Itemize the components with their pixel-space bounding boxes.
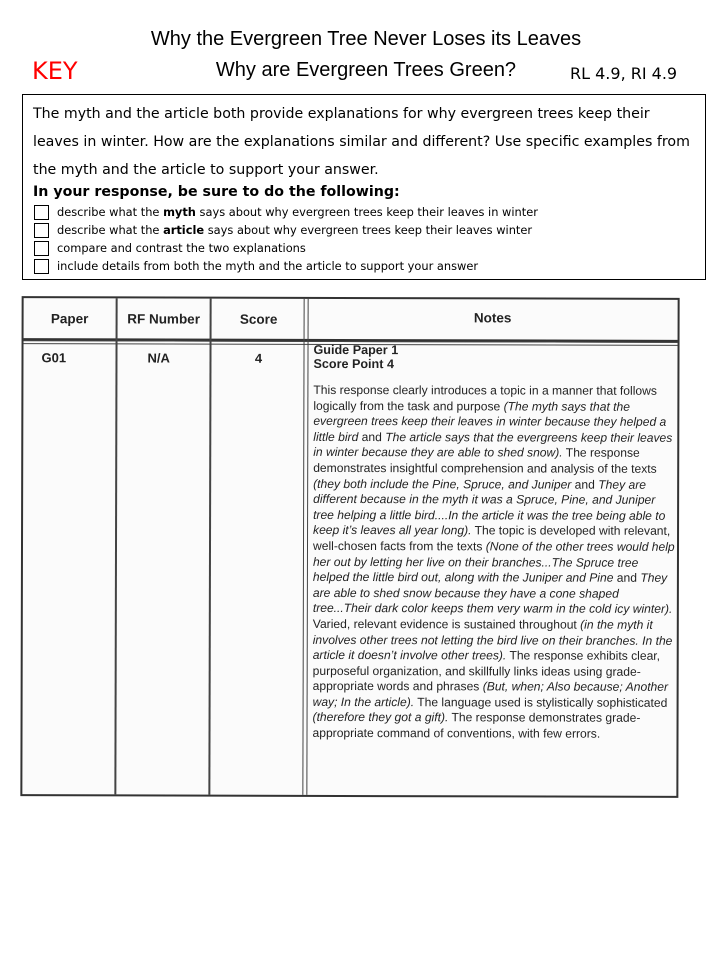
standards-label: RL 4.9, RI 4.9 [570,64,678,83]
notes-subtitle: Score Point 4 [313,356,394,372]
title-line-2: Why are Evergreen Trees Green? [215,59,517,81]
checkbox-icon[interactable] [34,259,49,274]
header-paper: Paper [50,310,89,326]
key-label: KEY [32,57,78,85]
paper-cell: G01 [41,350,67,366]
notes-body: This response clearly introduces a topic in a manner that follows logically from the task and purpose (The myth says that the evergreen trees keep their leaves in winter because they helped a little bird and The article says that the evergreens keep their leaves in winter because they are able to shed snow). The response demonstrates insightful comprehension and analysis of the texts (they both include the Pine, Spruce, and Juniper and They are different because in the myth it was a Spruce, Pine, and Juniper tree helping a little bird....In the article it was the tree being able to keep it’s leaves all year long). The topic is developed with relevant, well-chosen facts from the texts (None of the other trees would help her out by letting her live on their branches...The Spruce tree helped the little bird out, along with the Juniper and Pine and They are able to shed snow because they have a cone shaped tree...Their dark color keeps them very warm in the cold icy winter). Varied, relevant evidence is sustained throughout (in the myth it involves other trees not letting the bird live on their branches. In the article it doesn’t involve other trees). The response exhibits clear, purposeful organization, and skillfully links ideas using grade-appropriate words and phrases (But, when; Also because; Another way; In the article). The language used is stylistically sophisticated (therefore they got a gift). The response demonstrates grade-appropriate command of conventions, with few errors. [312,382,675,741]
writing-prompt-box [22,94,706,280]
instructions-heading: In your response, be sure to do the following: [33,184,400,200]
checkbox-icon[interactable] [34,223,49,238]
prompt-text: The myth and the article both provide explanations for why evergreen trees keep their leaves in winter. How are the explanations similar and different? Use specific examples from the myth and the article to support your answer. [33,106,690,178]
checkbox-icon[interactable] [34,205,49,220]
column-divider [302,299,308,795]
checklist-item: compare and contrast the two explanations [33,239,697,257]
header-score: Score [239,311,278,327]
notes-title: Guide Paper 1 [313,342,399,358]
checklist-item: include details from both the myth and the article to support your answer [33,257,697,275]
notes-cell [312,343,675,743]
table-header-row [24,298,678,343]
title-line-1: Why the Evergreen Tree Never Loses its Leaves [150,28,582,50]
checkbox-icon[interactable] [34,241,49,256]
scoring-guide-table [20,296,679,798]
header-notes: Notes [473,310,512,326]
checklist-item: describe what the myth says about why evergreen trees keep their leaves in winter [33,203,697,221]
checklist-item: describe what the article says about why evergreen trees keep their leaves winter [33,221,697,239]
score-cell: 4 [254,350,263,366]
rf-number-cell: N/A [147,350,170,366]
column-divider [208,299,211,795]
header-rf-number: RF Number [127,310,200,327]
response-checklist [33,203,697,275]
column-divider [114,298,117,794]
